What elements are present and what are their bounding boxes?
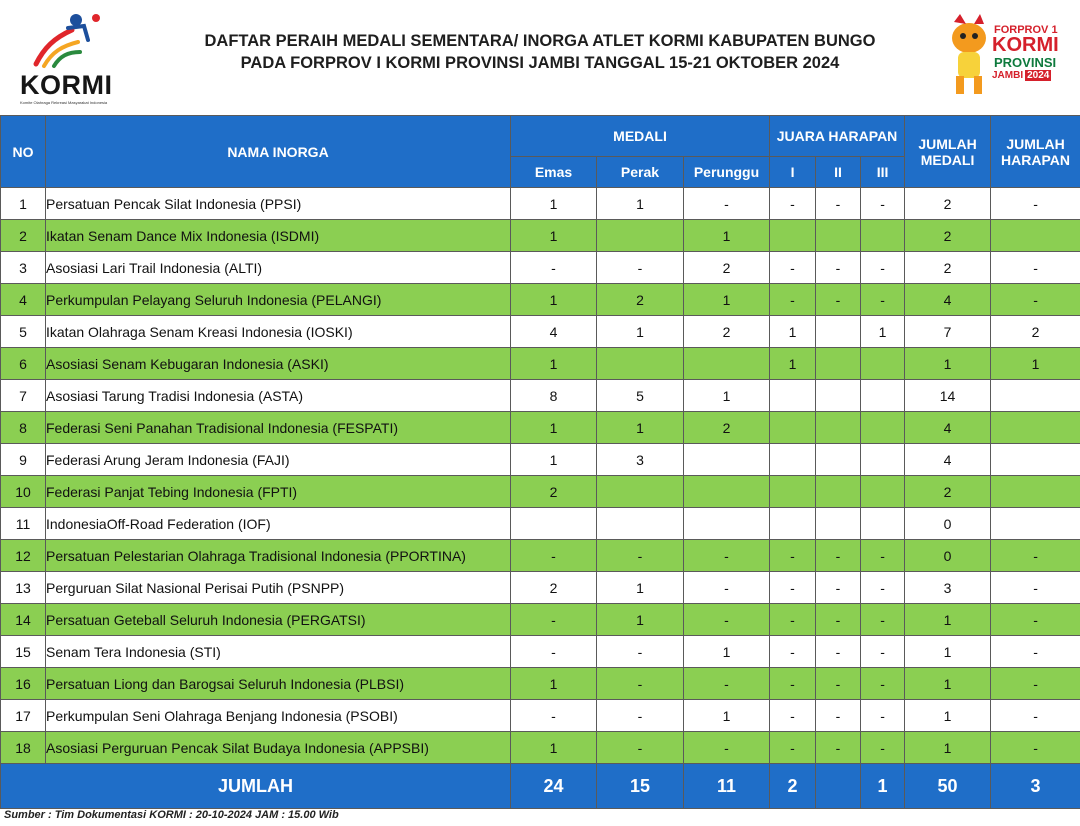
cell-harapan-i: - — [770, 540, 816, 572]
cell-jumlah-medali: 4 — [905, 284, 991, 316]
cell-jumlah-medali: 1 — [905, 636, 991, 668]
total-jumlah-harapan: 3 — [991, 764, 1080, 809]
cell-jumlah-harapan: - — [991, 604, 1080, 636]
cell-harapan-iii: - — [861, 252, 905, 284]
cell-perunggu: 2 — [684, 412, 770, 444]
total-harapan-ii — [816, 764, 861, 809]
forprov-line-1: FORPROV 1 — [994, 24, 1058, 36]
cell-perak: - — [597, 668, 684, 700]
cell-perunggu — [684, 444, 770, 476]
table-row — [1, 188, 1080, 220]
cell-harapan-i — [770, 380, 816, 412]
medal-table — [0, 115, 1080, 809]
cell-harapan-ii: - — [816, 284, 861, 316]
table-row — [1, 252, 1080, 284]
cell-harapan-ii: - — [816, 572, 861, 604]
cell-jumlah-medali: 3 — [905, 572, 991, 604]
cell-harapan-iii — [861, 444, 905, 476]
cell-harapan-ii: - — [816, 252, 861, 284]
cell-jumlah-medali: 2 — [905, 188, 991, 220]
page-title — [140, 30, 940, 74]
cell-emas: 4 — [511, 316, 597, 348]
table-row — [1, 508, 1080, 540]
cell-harapan-i: - — [770, 284, 816, 316]
kormi-logo-subtitle: Komite Olahraga Rekreasi Masyarakat Indonesia — [20, 100, 108, 105]
table-row — [1, 220, 1080, 252]
cell-perunggu: 2 — [684, 252, 770, 284]
cell-perak: - — [597, 700, 684, 732]
cell-harapan-i: 1 — [770, 316, 816, 348]
header-perunggu: Perunggu — [684, 157, 770, 188]
header-harapan-iii: III — [861, 157, 905, 188]
cell-harapan-i: - — [770, 732, 816, 764]
cell-perak — [597, 348, 684, 380]
cell-emas: 1 — [511, 220, 597, 252]
cell-harapan-i: - — [770, 572, 816, 604]
cell-nama: Ikatan Senam Dance Mix Indonesia (ISDMI) — [46, 220, 511, 252]
table-row — [1, 412, 1080, 444]
cell-nama: Persatuan Liong dan Barogsai Seluruh Indonesia (PLBSI) — [46, 668, 511, 700]
cell-jumlah-harapan — [991, 508, 1080, 540]
cell-perak — [597, 220, 684, 252]
cell-nama: Federasi Arung Jeram Indonesia (FAJI) — [46, 444, 511, 476]
cell-jumlah-medali: 2 — [905, 220, 991, 252]
cell-jumlah-medali: 1 — [905, 604, 991, 636]
cell-perunggu: - — [684, 732, 770, 764]
cell-harapan-i — [770, 508, 816, 540]
header-perak: Perak — [597, 157, 684, 188]
cell-no: 3 — [1, 252, 46, 284]
cell-emas: - — [511, 540, 597, 572]
cell-jumlah-harapan: - — [991, 252, 1080, 284]
cell-jumlah-harapan: - — [991, 284, 1080, 316]
cell-no: 8 — [1, 412, 46, 444]
cell-harapan-ii — [816, 476, 861, 508]
cell-jumlah-harapan: - — [991, 636, 1080, 668]
table-row — [1, 476, 1080, 508]
title-line-2: PADA FORPROV I KORMI PROVINSI JAMBI TANGGAL 15-21 OKTOBER 2024 — [240, 54, 840, 72]
table-row — [1, 636, 1080, 668]
cell-jumlah-medali: 2 — [905, 252, 991, 284]
header-harapan-ii: II — [816, 157, 861, 188]
header-jumlah-harapan: JUMLAH HARAPAN — [991, 116, 1080, 188]
cell-perak: 1 — [597, 604, 684, 636]
cell-perunggu: 1 — [684, 700, 770, 732]
cell-perunggu: 1 — [684, 284, 770, 316]
table-row — [1, 668, 1080, 700]
table-body — [1, 188, 1080, 764]
cell-perunggu: 1 — [684, 636, 770, 668]
cell-nama: Federasi Panjat Tebing Indonesia (FPTI) — [46, 476, 511, 508]
cell-nama: Perkumpulan Pelayang Seluruh Indonesia (PELANGI) — [46, 284, 511, 316]
cell-harapan-ii — [816, 348, 861, 380]
cell-jumlah-harapan — [991, 444, 1080, 476]
cell-harapan-iii: 1 — [861, 316, 905, 348]
header-no: NO — [1, 116, 46, 188]
cell-no: 9 — [1, 444, 46, 476]
forprov-year: 2024 — [1027, 70, 1050, 81]
cell-jumlah-harapan — [991, 380, 1080, 412]
cell-harapan-i — [770, 444, 816, 476]
forprov-line-4 — [992, 70, 1051, 81]
header-medali: MEDALI — [511, 116, 770, 157]
cell-harapan-ii: - — [816, 668, 861, 700]
cell-harapan-iii — [861, 508, 905, 540]
cell-no: 13 — [1, 572, 46, 604]
cell-no: 5 — [1, 316, 46, 348]
cell-jumlah-medali: 1 — [905, 732, 991, 764]
cell-emas: - — [511, 252, 597, 284]
cell-no: 10 — [1, 476, 46, 508]
cell-harapan-ii — [816, 220, 861, 252]
cell-nama: Asosiasi Perguruan Pencak Silat Budaya Indonesia (APPSBI) — [46, 732, 511, 764]
cell-harapan-ii — [816, 412, 861, 444]
header-jumlah-medali: JUMLAH MEDALI — [905, 116, 991, 188]
cell-jumlah-harapan: - — [991, 700, 1080, 732]
cell-no: 16 — [1, 668, 46, 700]
table-row — [1, 380, 1080, 412]
cell-no: 4 — [1, 284, 46, 316]
cell-jumlah-medali: 7 — [905, 316, 991, 348]
cell-nama: IndonesiaOff-Road Federation (IOF) — [46, 508, 511, 540]
header-juara-harapan: JUARA HARAPAN — [770, 116, 905, 157]
cell-harapan-ii: - — [816, 604, 861, 636]
cell-jumlah-harapan: - — [991, 572, 1080, 604]
title-line-1: DAFTAR PERAIH MEDALI SEMENTARA/ INORGA ATLET KORMI KABUPATEN BUNGO — [204, 32, 876, 50]
cell-nama: Asosiasi Tarung Tradisi Indonesia (ASTA) — [46, 380, 511, 412]
cell-emas — [511, 508, 597, 540]
cell-harapan-i — [770, 220, 816, 252]
cell-nama: Persatuan Pencak Silat Indonesia (PPSI) — [46, 188, 511, 220]
cell-harapan-iii: - — [861, 732, 905, 764]
total-emas: 24 — [511, 764, 597, 809]
cell-no: 12 — [1, 540, 46, 572]
cell-harapan-ii: - — [816, 188, 861, 220]
cell-perak: 1 — [597, 316, 684, 348]
cell-harapan-iii: - — [861, 636, 905, 668]
cell-perunggu: 1 — [684, 380, 770, 412]
table-row — [1, 604, 1080, 636]
kormi-logo-word: KORMI — [20, 70, 113, 100]
cell-perak — [597, 476, 684, 508]
cell-harapan-iii — [861, 476, 905, 508]
forprov-city: JAMBI — [992, 70, 1024, 81]
cell-harapan-iii: - — [861, 604, 905, 636]
cell-jumlah-harapan: - — [991, 188, 1080, 220]
cell-jumlah-medali: 1 — [905, 668, 991, 700]
cell-jumlah-harapan: - — [991, 540, 1080, 572]
cell-harapan-i: 1 — [770, 348, 816, 380]
cell-jumlah-medali: 4 — [905, 412, 991, 444]
cell-perunggu: - — [684, 540, 770, 572]
source-note: Sumber : Tim Dokumentasi KORMI : 20-10-2024 JAM : 15.00 Wib — [4, 809, 339, 821]
cell-perak: - — [597, 252, 684, 284]
cell-harapan-i — [770, 412, 816, 444]
table-row — [1, 348, 1080, 380]
cell-perunggu — [684, 348, 770, 380]
cell-harapan-i: - — [770, 636, 816, 668]
cell-harapan-iii — [861, 220, 905, 252]
cell-jumlah-harapan — [991, 412, 1080, 444]
header-nama-inorga: NAMA INORGA — [46, 116, 511, 188]
cell-perak: - — [597, 636, 684, 668]
cell-perunggu: - — [684, 572, 770, 604]
cell-jumlah-harapan: - — [991, 668, 1080, 700]
cell-emas: 1 — [511, 732, 597, 764]
cell-emas: 1 — [511, 348, 597, 380]
cell-perunggu: - — [684, 668, 770, 700]
cell-harapan-ii: - — [816, 700, 861, 732]
cell-perak: 3 — [597, 444, 684, 476]
total-row — [1, 764, 1080, 809]
table-row — [1, 700, 1080, 732]
cell-harapan-i: - — [770, 668, 816, 700]
cell-harapan-iii: - — [861, 668, 905, 700]
cell-emas: 1 — [511, 284, 597, 316]
kormi-emblem-icon — [14, 8, 124, 72]
forprov-line-2: KORMI — [992, 34, 1059, 56]
cell-jumlah-medali: 1 — [905, 700, 991, 732]
cell-harapan-i: - — [770, 604, 816, 636]
cell-harapan-iii: - — [861, 572, 905, 604]
cell-nama: Persatuan Pelestarian Olahraga Tradisional Indonesia (PPORTINA) — [46, 540, 511, 572]
cell-emas: 1 — [511, 444, 597, 476]
cell-harapan-i: - — [770, 188, 816, 220]
total-perunggu: 11 — [684, 764, 770, 809]
cell-emas: - — [511, 636, 597, 668]
cell-emas: 2 — [511, 476, 597, 508]
header-harapan-i: I — [770, 157, 816, 188]
table-row — [1, 732, 1080, 764]
cell-harapan-ii — [816, 444, 861, 476]
cell-jumlah-medali: 0 — [905, 508, 991, 540]
cell-emas: 1 — [511, 668, 597, 700]
forprov-logo — [944, 12, 1078, 106]
cell-perak: 1 — [597, 572, 684, 604]
cell-perunggu — [684, 476, 770, 508]
kormi-logo — [14, 8, 124, 108]
table-row — [1, 572, 1080, 604]
cell-nama: Asosiasi Lari Trail Indonesia (ALTI) — [46, 252, 511, 284]
cell-nama: Perkumpulan Seni Olahraga Benjang Indonesia (PSOBI) — [46, 700, 511, 732]
cell-nama: Ikatan Olahraga Senam Kreasi Indonesia (IOSKI) — [46, 316, 511, 348]
cell-emas: 1 — [511, 188, 597, 220]
cell-perak: 2 — [597, 284, 684, 316]
cell-emas: - — [511, 604, 597, 636]
cell-no: 18 — [1, 732, 46, 764]
cell-emas: 8 — [511, 380, 597, 412]
table-row — [1, 444, 1080, 476]
cell-jumlah-harapan — [991, 476, 1080, 508]
cell-perak: 1 — [597, 412, 684, 444]
cell-harapan-iii — [861, 412, 905, 444]
cell-perunggu: 1 — [684, 220, 770, 252]
total-jumlah-medali: 50 — [905, 764, 991, 809]
cell-no: 2 — [1, 220, 46, 252]
cell-no: 6 — [1, 348, 46, 380]
cell-harapan-ii — [816, 316, 861, 348]
header-emas: Emas — [511, 157, 597, 188]
cell-jumlah-harapan — [991, 220, 1080, 252]
cell-emas: 1 — [511, 412, 597, 444]
total-harapan-i: 2 — [770, 764, 816, 809]
cell-harapan-ii — [816, 380, 861, 412]
cell-perunggu — [684, 508, 770, 540]
cell-perunggu: 2 — [684, 316, 770, 348]
cell-harapan-ii: - — [816, 732, 861, 764]
cell-nama: Federasi Seni Panahan Tradisional Indonesia (FESPATI) — [46, 412, 511, 444]
cell-perak: 1 — [597, 188, 684, 220]
table-row — [1, 284, 1080, 316]
cell-no: 17 — [1, 700, 46, 732]
cell-jumlah-medali: 4 — [905, 444, 991, 476]
cell-no: 14 — [1, 604, 46, 636]
cell-perak: - — [597, 732, 684, 764]
cell-emas: - — [511, 700, 597, 732]
cell-harapan-i — [770, 476, 816, 508]
cell-harapan-iii: - — [861, 188, 905, 220]
cell-emas: 2 — [511, 572, 597, 604]
table-row — [1, 540, 1080, 572]
cell-harapan-iii — [861, 380, 905, 412]
cell-perunggu: - — [684, 604, 770, 636]
total-perak: 15 — [597, 764, 684, 809]
cell-perunggu: - — [684, 188, 770, 220]
cell-nama: Asosiasi Senam Kebugaran Indonesia (ASKI) — [46, 348, 511, 380]
tiger-mascot-icon — [944, 12, 994, 102]
total-harapan-iii: 1 — [861, 764, 905, 809]
cell-harapan-i: - — [770, 700, 816, 732]
cell-jumlah-harapan: - — [991, 732, 1080, 764]
cell-perak: - — [597, 540, 684, 572]
cell-no: 11 — [1, 508, 46, 540]
cell-harapan-iii: - — [861, 700, 905, 732]
page-header — [0, 0, 1080, 114]
cell-jumlah-medali: 14 — [905, 380, 991, 412]
total-label: JUMLAH — [1, 764, 511, 809]
cell-nama: Perguruan Silat Nasional Perisai Putih (PSNPP) — [46, 572, 511, 604]
cell-jumlah-harapan: 2 — [991, 316, 1080, 348]
cell-harapan-iii: - — [861, 284, 905, 316]
cell-perak: 5 — [597, 380, 684, 412]
cell-nama: Senam Tera Indonesia (STI) — [46, 636, 511, 668]
cell-jumlah-medali: 0 — [905, 540, 991, 572]
cell-jumlah-medali: 2 — [905, 476, 991, 508]
cell-no: 15 — [1, 636, 46, 668]
cell-harapan-iii: - — [861, 540, 905, 572]
cell-no: 1 — [1, 188, 46, 220]
cell-harapan-iii — [861, 348, 905, 380]
table-row — [1, 316, 1080, 348]
cell-no: 7 — [1, 380, 46, 412]
cell-harapan-ii: - — [816, 540, 861, 572]
cell-jumlah-harapan: 1 — [991, 348, 1080, 380]
cell-nama: Persatuan Geteball Seluruh Indonesia (PERGATSI) — [46, 604, 511, 636]
cell-harapan-i: - — [770, 252, 816, 284]
cell-perak — [597, 508, 684, 540]
cell-harapan-ii — [816, 508, 861, 540]
forprov-line-3: PROVINSI — [994, 55, 1057, 70]
cell-jumlah-medali: 1 — [905, 348, 991, 380]
cell-harapan-ii: - — [816, 636, 861, 668]
